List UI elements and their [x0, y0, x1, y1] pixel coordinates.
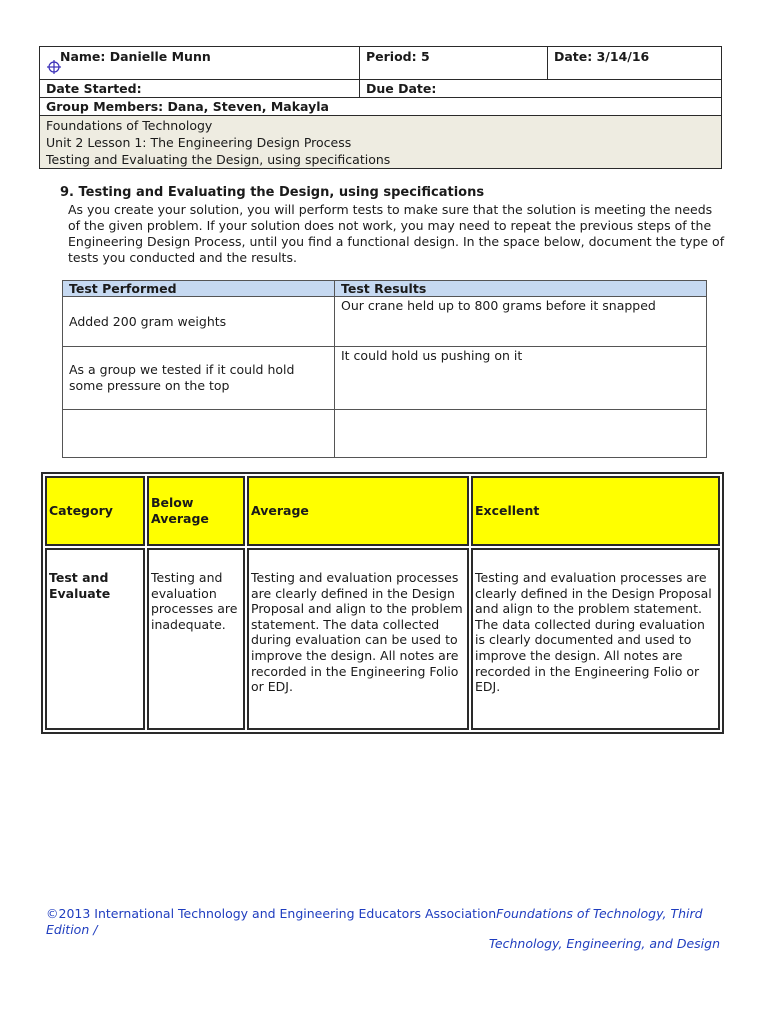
rubric-header-excellent: Excellent	[471, 476, 720, 546]
section-instructions: As you create your solution, you will perform tests to make sure that the solution is meeting the needs of the given problem. If your solution does not work, you may need to repeat the previous steps of the Engineering Design Process, until you find a functional design. In the space below, document the type of tests you conducted and the results.	[68, 202, 725, 265]
table-row	[63, 297, 707, 347]
rubric-header-below-average: Below Average	[147, 476, 245, 546]
date: Date: 3/14/16	[548, 47, 722, 80]
period: Period: 5	[360, 47, 548, 80]
col-header-test-results: Test Results	[335, 281, 707, 297]
test-performed-cell[interactable]: As a group we tested if it could hold some pressure on the top	[63, 347, 335, 410]
rubric-category-label: Test and Evaluate	[45, 548, 145, 730]
test-performed-cell[interactable]	[63, 410, 335, 458]
student-name: Name: Danielle Munn	[60, 49, 211, 64]
course-title: Foundations of Technology	[46, 118, 213, 133]
col-header-test-performed: Test Performed	[63, 281, 335, 297]
table-row	[63, 410, 707, 458]
rubric-average-text: Testing and evaluation processes are clearly defined in the Design Proposal and align to the problem statement. The data collected during evaluation can be used to improve the design. All notes are recorded in the Engineering Folio or EDJ.	[247, 548, 469, 730]
footer-copyright-line	[46, 906, 726, 938]
topic-title: Testing and Evaluating the Design, using specifications	[46, 152, 391, 167]
test-result-cell[interactable]	[335, 410, 707, 458]
test-result-cell[interactable]: It could hold us pushing on it	[335, 347, 707, 410]
footer-copyright: ©2013 International Technology and Engineering Educators Association	[46, 906, 497, 921]
course-info	[40, 116, 722, 169]
name-cell	[40, 47, 360, 80]
table-row	[45, 548, 720, 730]
rubric-excellent-text: Testing and evaluation processes are clearly defined in the Design Proposal and align to the problem statement. The data collected during evaluation is clearly documented and used to improve the design. All notes are recorded in the Engineering Folio or EDJ.	[471, 548, 720, 730]
test-result-cell[interactable]: Our crane held up to 800 grams before it snapped	[335, 297, 707, 347]
table-row	[63, 347, 707, 410]
test-performed-cell[interactable]: Added 200 gram weights	[63, 297, 335, 347]
student-info-table	[39, 46, 722, 169]
footer-book-title: Foundations of Technology, Third Edition /	[46, 906, 703, 937]
rubric-header-category: Category	[45, 476, 145, 546]
rubric-table	[41, 472, 724, 734]
due-date: Due Date:	[360, 80, 722, 98]
group-members: Group Members: Dana, Steven, Makayla	[40, 98, 722, 116]
test-results-table	[62, 280, 707, 458]
footer-subtitle: Technology, Engineering, and Design	[488, 936, 720, 951]
rubric-below-average-text: Testing and evaluation processes are inadequate.	[147, 548, 245, 730]
crosshair-icon[interactable]	[47, 60, 61, 74]
date-started: Date Started:	[40, 80, 360, 98]
section-heading: 9. Testing and Evaluating the Design, using specifications	[60, 185, 485, 200]
unit-title: Unit 2 Lesson 1: The Engineering Design Process	[46, 135, 352, 150]
rubric-header-average: Average	[247, 476, 469, 546]
